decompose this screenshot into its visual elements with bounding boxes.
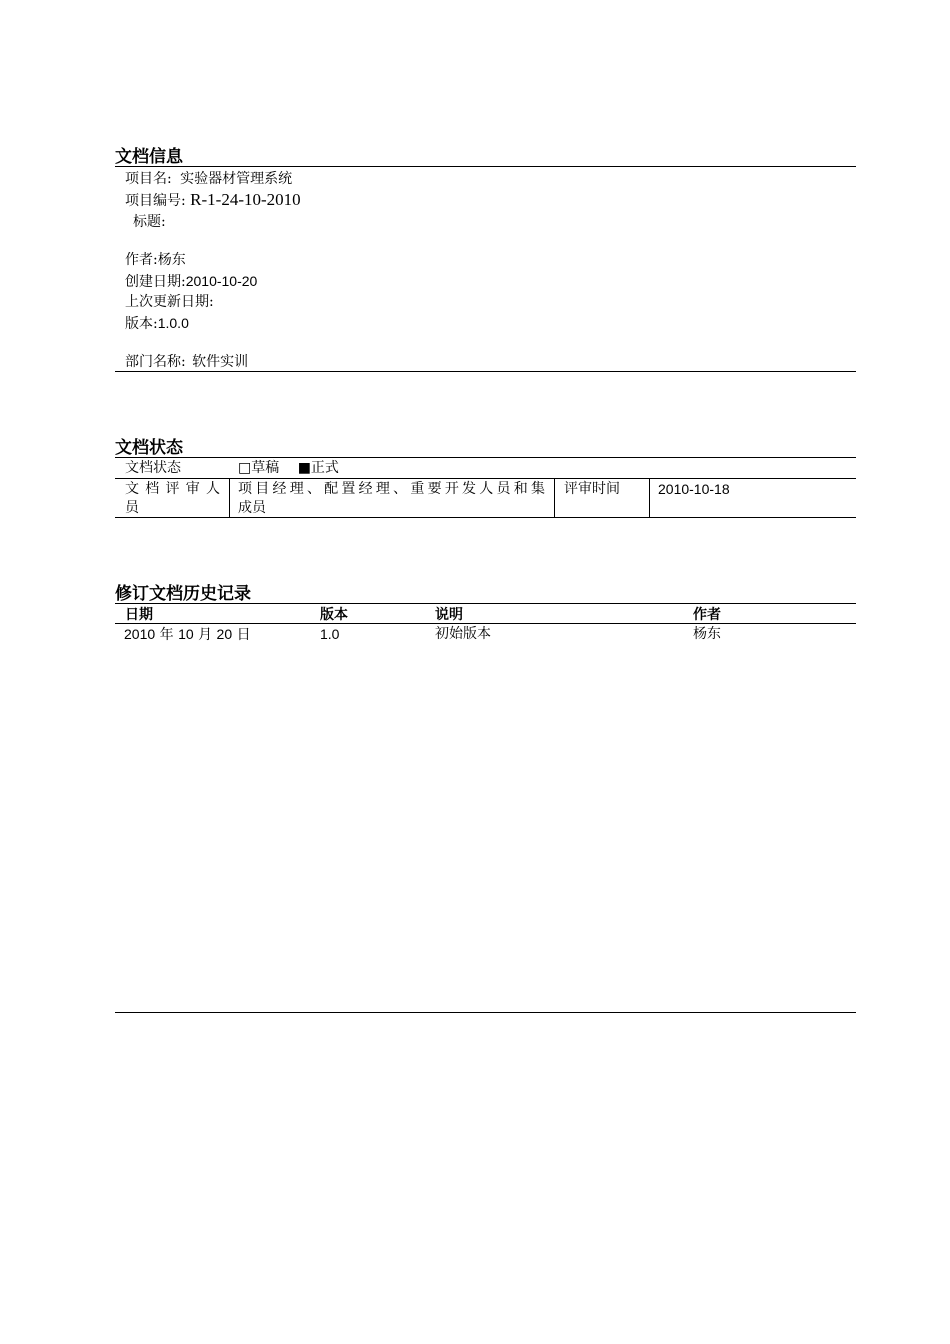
subject-label: 标题: [133, 214, 166, 230]
history-row-author: 杨东 [693, 626, 721, 642]
created-value: 2010-10-20 [185, 273, 258, 289]
author-value: 杨东 [157, 252, 186, 268]
table-divider-1 [229, 478, 230, 518]
project-name-label: 项目名: [125, 171, 172, 187]
project-no-label: 项目编号: [125, 193, 186, 209]
history-row-version: 1.0 [320, 626, 340, 642]
date-year-char: 年 [159, 627, 174, 643]
history-header-version: 版本 [320, 607, 348, 623]
date-year: 2010 [124, 626, 156, 642]
dept-label: 部门名称: [125, 354, 186, 370]
table-divider-2 [554, 478, 555, 518]
reviewers-value-line2: 成员 [238, 500, 266, 516]
review-time-value: 2010-10-18 [658, 481, 730, 497]
version-value: 1.0.0 [157, 315, 189, 331]
author-label: 作者: [125, 252, 158, 268]
history-header-author: 作者 [693, 607, 721, 623]
draft-checkbox-icon: □ [238, 460, 252, 476]
project-name-line [125, 170, 292, 188]
date-month-char: 月 [198, 627, 213, 643]
doc-info-title: 文档信息 [115, 148, 856, 167]
history-header-rule [115, 623, 856, 624]
final-checkbox-icon: ■ [297, 460, 311, 476]
doc-info-bottom-rule [115, 371, 856, 372]
status-table-bottom-rule [115, 517, 856, 518]
status-options [238, 459, 339, 478]
page-footer-rule [115, 1012, 856, 1013]
history-row-date [124, 625, 251, 644]
created-label: 创建日期: [125, 274, 186, 290]
reviewers-label-line1: 文档评审人 [125, 481, 220, 497]
dept-value: 软件实训 [192, 354, 249, 370]
history-header-date: 日期 [125, 607, 153, 623]
reviewers-value-line1: 项目经理、配置经理、重要开发人员和集 [238, 481, 545, 497]
doc-status-title: 文档状态 [115, 439, 856, 458]
date-day: 20 [216, 626, 233, 642]
project-no-line [125, 191, 301, 210]
author-line [125, 251, 186, 269]
history-row-description: 初始版本 [435, 626, 491, 642]
date-day-char: 日 [236, 627, 251, 643]
project-name-value: 实验器材管理系统 [180, 171, 293, 187]
history-header-description: 说明 [435, 607, 463, 623]
version-line [125, 314, 189, 333]
date-month: 10 [178, 626, 194, 642]
reviewers-label-line2: 员 [125, 500, 139, 516]
review-time-label: 评审时间 [564, 481, 620, 497]
revision-history-title: 修订文档历史记录 [115, 585, 856, 604]
final-label: 正式 [310, 460, 339, 476]
updated-label: 上次更新日期: [125, 294, 214, 310]
status-label: 文档状态 [125, 460, 181, 476]
created-line [125, 272, 257, 291]
table-divider-3 [649, 478, 650, 518]
status-row-rule [115, 478, 856, 479]
dept-line [125, 353, 248, 371]
project-no-value: R-1-24-10-2010 [190, 190, 301, 209]
version-label: 版本: [125, 316, 158, 332]
draft-label: 草稿 [251, 460, 280, 476]
